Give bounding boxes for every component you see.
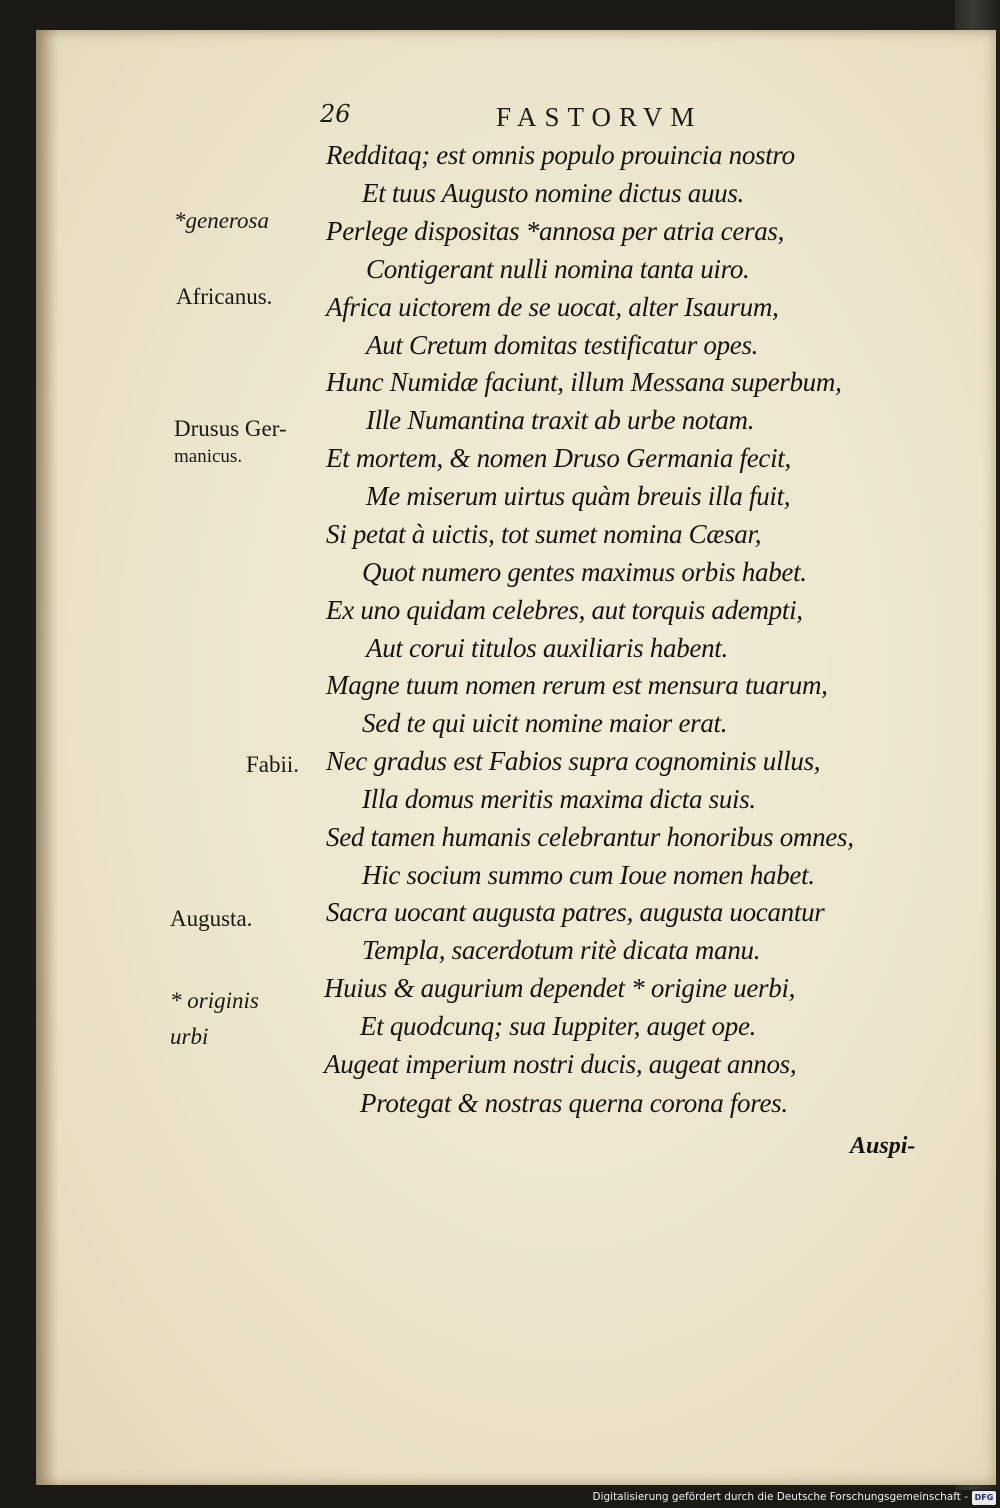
verse-line: Et tuus Augusto nomine dictus auus.	[362, 178, 745, 208]
verse-line: Illa domus meritis maxima dicta suis.	[362, 784, 756, 814]
margin-note: Fabii.	[246, 752, 300, 777]
dfg-logo: DFG	[972, 1491, 996, 1505]
margin-note: Africanus.	[176, 284, 273, 309]
verse-line: Sed te qui uicit nomine maior erat.	[362, 708, 728, 738]
verse-line: Huius & augurium dependet * origine uerbi,	[324, 973, 796, 1003]
verse-line: Et mortem, & nomen Druso Germania fecit,	[326, 443, 791, 473]
page-gutter-shadow	[36, 30, 58, 1485]
page-number: 26	[320, 100, 351, 128]
verse-line: Nec gradus est Fabios supra cognominis ullus,	[326, 746, 821, 776]
verse-line: Si petat à uictis, tot sumet nomina Cæsar,	[326, 519, 762, 549]
margin-note: * originis	[170, 988, 259, 1013]
verse-line: Protegat & nostras querna corona fores.	[360, 1088, 788, 1118]
verse-line: Et quodcunq; sua Iuppiter, auget ope.	[360, 1011, 757, 1041]
verse-line: Sacra uocant augusta patres, augusta uocantur	[326, 897, 825, 927]
verse-line: Ex uno quidam celebres, aut torquis adempti,	[326, 595, 803, 625]
margin-note: Augusta.	[170, 906, 253, 931]
running-title: FASTORVM	[496, 102, 703, 132]
page-header	[320, 100, 780, 140]
verse-line: Me miserum uirtus quàm breuis illa fuit,	[366, 481, 791, 511]
verse-line: Augeat imperium nostri ducis, augeat annos,	[324, 1049, 797, 1079]
verse-line: Africa uictorem de se uocat, alter Isaurum,	[326, 292, 779, 322]
verse-line: Aut Cretum domitas testificatur opes.	[366, 330, 759, 360]
verse-line: Templa, sacerdotum ritè dicata manu.	[362, 935, 761, 965]
margin-note: manicus.	[174, 446, 243, 467]
verse-line: Redditaq; est omnis populo prouincia nostro	[326, 140, 795, 170]
margin-note: urbi	[170, 1024, 209, 1049]
verse-line: Hunc Numidæ faciunt, illum Messana superbum,	[326, 367, 842, 397]
verse-line: Perlege dispositas *annosa per atria ceras,	[326, 216, 785, 246]
verse-line: Ille Numantina traxit ab urbe notam.	[366, 405, 755, 435]
catchword: Auspi-	[850, 1133, 916, 1159]
verse-line: Hic socium summo cum Ioue nomen habet.	[362, 860, 815, 890]
footer-credit: Digitalisierung gefördert durch die Deutsche Forschungsgemeinschaft -	[592, 1491, 968, 1503]
margin-note: *generosa	[174, 208, 269, 233]
verse-line: Sed tamen humanis celebrantur honoribus omnes,	[326, 822, 854, 852]
verse-line: Magne tuum nomen rerum est mensura tuarum,	[326, 670, 828, 700]
verse-line: Aut corui titulos auxiliaris habent.	[366, 633, 728, 663]
verse-line: Contigerant nulli nomina tanta uiro.	[366, 254, 750, 284]
verse-line: Quot numero gentes maximus orbis habet.	[362, 557, 807, 587]
margin-note: Drusus Ger-	[174, 416, 287, 441]
